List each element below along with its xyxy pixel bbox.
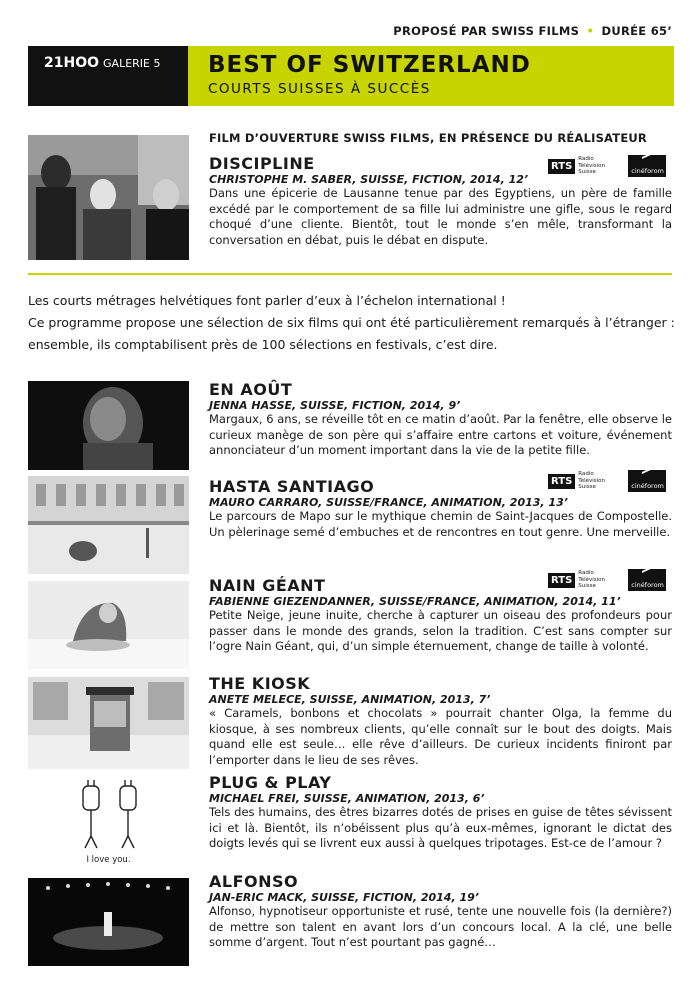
separator-dot: •	[586, 24, 595, 38]
cineforom-logo	[628, 155, 666, 177]
program-title: BEST OF SWITZERLAND	[208, 52, 531, 78]
the-kiosk-still	[28, 677, 189, 769]
cineforom-wordmark: cinéforom	[631, 482, 664, 490]
film-title: ALFONSO	[209, 872, 299, 891]
film-description: Petite Neige, jeune inuite, cherche à capturer un oiseau des profondeurs pour passer dans le monde des grands, selon la tradition. C’est sans compter sur l’ogre Nain Géant, qui, d’un simple éternuement, change de taille à volonté.	[209, 608, 672, 654]
rts-label: Radio Télévision Suisse	[578, 570, 606, 590]
partner-logos-1	[548, 155, 666, 177]
partner-logos-3	[548, 569, 666, 591]
film-description: Margaux, 6 ans, se réveille tôt en ce matin d’août. Par la fenêtre, elle observe le curieux manège de son père qui s’affaire entre cartons et voiture, événement annonciateur d’un moment important dans la vie de la petite fille.	[209, 412, 672, 458]
film-description: Tels des humains, des êtres bizarres dotés de prises en guise de têtes sévissent ici et là. Bientôt, ils n’obéissent plus qu’à eux-mêmes, ignorant le dictat des doigts levés qui se livrent eux aussi à quelques tripotages. Est-ce de l’amour ?	[209, 805, 672, 851]
rts-logo	[548, 471, 620, 491]
time: 21HOO	[44, 55, 100, 71]
program-banner	[28, 46, 674, 106]
plug-and-play-still	[28, 776, 189, 871]
opening-kicker: FILM D’OUVERTURE SWISS FILMS, EN PRÉSENCE DU RÉALISATEUR	[209, 131, 647, 145]
intro-line-1: Les courts métrages helvétiques font parler d’eux à l’échelon international !	[28, 293, 506, 308]
film-title: HASTA SANTIAGO	[209, 477, 375, 496]
top-info-line	[393, 24, 672, 38]
program-subtitle: COURTS SUISSES À SUCCÈS	[208, 81, 431, 97]
rts-wordmark: RTS	[548, 159, 575, 174]
venue: GALERIE 5	[103, 57, 161, 70]
still-caption: I love you.	[86, 855, 131, 865]
section-divider	[28, 273, 672, 275]
alfonso-still	[28, 878, 189, 966]
film-credit: CHRISTOPHE M. SABER, SUISSE, FICTION, 2014, 12’	[209, 173, 529, 186]
rts-logo	[548, 156, 620, 176]
film-description: Le parcours de Mapo sur le mythique chemin de Saint-Jacques de Compostelle. Un pèlerinage semé d’embuches et de rencontres en tout genre. Une merveille.	[209, 509, 672, 539]
nain-geant-still	[28, 581, 189, 669]
rts-wordmark: RTS	[548, 474, 575, 489]
duration: DURÉE 65’	[601, 24, 672, 38]
film-credit: JAN-ERIC MACK, SUISSE, FICTION, 2014, 19’	[209, 891, 479, 904]
rts-logo	[548, 570, 620, 590]
film-credit: MAURO CARRARO, SUISSE/FRANCE, ANIMATION, 2013, 13’	[209, 496, 568, 509]
film-title: DISCIPLINE	[209, 154, 315, 173]
film-entry	[209, 873, 672, 951]
opening-film	[209, 131, 672, 248]
film-title: PLUG & PLAY	[209, 773, 332, 792]
film-credit: MICHAEL FREI, SUISSE, ANIMATION, 2013, 6’	[209, 792, 485, 805]
cineforom-logo	[628, 569, 666, 591]
film-title: THE KIOSK	[209, 674, 311, 693]
en-aout-still	[28, 381, 189, 470]
film-entry	[209, 381, 672, 459]
cineforom-logo	[628, 470, 666, 492]
hasta-santiago-still	[28, 476, 189, 574]
intro-line-2: Ce programme propose une sélection de six films qui ont été particulièrement remarqués à l’étranger : ensemble, ils comptabilisent près de 100 sélections en festivals, c’est dire.	[28, 315, 675, 352]
film-title: EN AOÛT	[209, 380, 293, 399]
film-entry	[209, 675, 672, 768]
time-box	[28, 46, 188, 106]
film-credit: FABIENNE GIEZENDANNER, SUISSE/FRANCE, ANIMATION, 2014, 11’	[209, 595, 621, 608]
title-box	[188, 46, 674, 106]
film-description: Dans une épicerie de Lausanne tenue par des Egyptiens, un père de famille excédé par le comportement de sa fille lui administre une gifle, sous le regard choqué d’une cliente. Bientôt, tout le monde s’en mêle, transformant la conversation en débat, puis le débat en dispute.	[209, 186, 672, 247]
cineforom-wordmark: cinéforom	[631, 581, 664, 589]
program-intro	[28, 290, 678, 356]
film-title: NAIN GÉANT	[209, 576, 326, 595]
film-description: Alfonso, hypnotiseur opportuniste et rusé, tente une nouvelle fois (la dernière?) de mettre son talent en avant lors d’un concours local. A la clé, une belle somme d’argent. Tout n’est pourtant pas gagné…	[209, 904, 672, 950]
partner-logos-2	[548, 470, 666, 492]
film-entry	[209, 774, 672, 852]
rts-wordmark: RTS	[548, 573, 575, 588]
proposed-by: PROPOSÉ PAR SWISS FILMS	[393, 24, 580, 38]
rts-label: Radio Télévision Suisse	[578, 156, 606, 176]
discipline-still	[28, 135, 189, 260]
film-credit: JENNA HASSE, SUISSE, FICTION, 2014, 9’	[209, 399, 461, 412]
film-credit: ANETE MELECE, SUISSE, ANIMATION, 2013, 7’	[209, 693, 491, 706]
rts-label: Radio Télévision Suisse	[578, 471, 606, 491]
film-description: « Caramels, bonbons et chocolats » pourrait chanter Olga, la femme du kiosque, à ses nombreux clients, qu’elle connaît sur le bout des doigts. Mais quand elle est seule… elle rêve d’ailleurs. De curieux incidents finiront par l’emporter dans le lieu de ses rêves.	[209, 706, 672, 767]
cineforom-wordmark: cinéforom	[631, 167, 664, 175]
